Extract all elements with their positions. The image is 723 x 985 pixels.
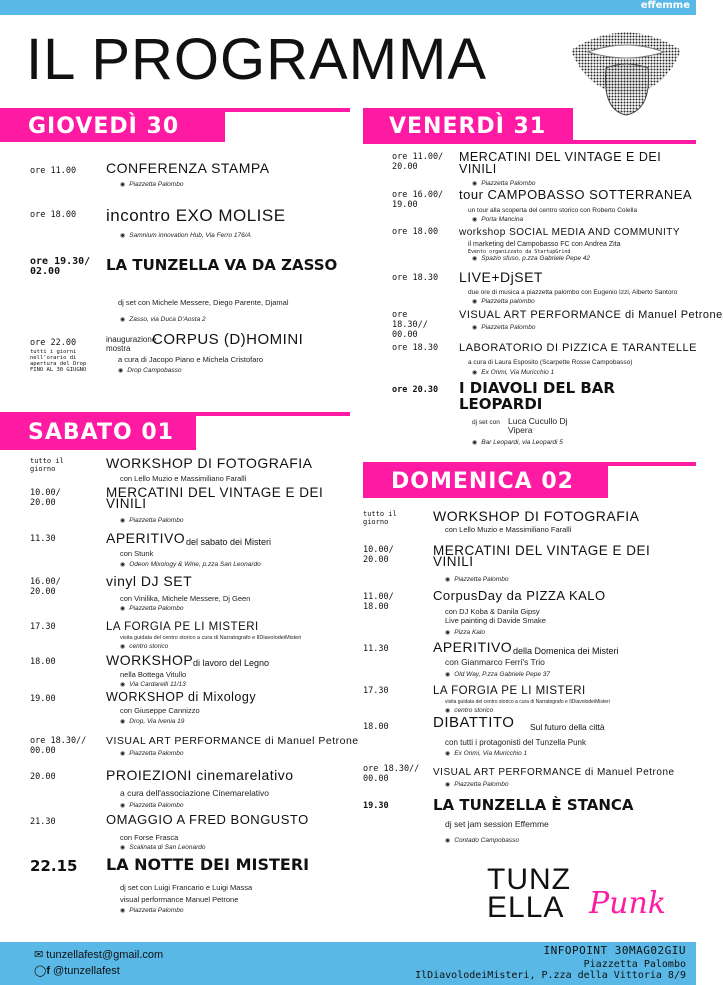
event-title: WORKSHOP (106, 652, 194, 668)
event-subtitle: visita guidata del centro storico a cura di Narratografo e IlDiavolodeiMisteri (445, 699, 610, 705)
event-subtitle: nella Bottega Vitullo (120, 670, 187, 679)
event-time: tutto il giorno (30, 457, 64, 473)
event-location: ◉ Piazzetta Palombo (445, 781, 508, 789)
event-title: LA NOTTE DEI MISTERI (106, 855, 310, 874)
event-location: ◉ Pizza Kalo (445, 629, 485, 637)
event-title: tour CAMPOBASSO SOTTERRANEA (459, 187, 693, 202)
event-location: ◉ Piazzetta Palombo (445, 576, 508, 584)
event-time: 20.00 (30, 772, 56, 782)
event-title: LABORATORIO DI PIZZICA E TARANTELLE (459, 342, 697, 354)
event-title: DIBATTITO (433, 714, 515, 731)
event-time: 11.00/ 18.00 (363, 592, 394, 612)
event-location: ◉ Piazzetta Palombo (472, 324, 535, 332)
footer-email[interactable] (34, 948, 163, 961)
event-location: ◉ Samnium innovation Hub, Via Ferro 176/A (120, 232, 251, 240)
event-time-note: tutti i giorni nell'orario di apertura del Drop FINO AL 30 GIUGNO (30, 349, 87, 373)
event-title: MERCATINI DEL VINTAGE E DEI VINILI (433, 543, 651, 569)
event-location: ◉ Via Cardarelli 11/13 (120, 681, 186, 689)
event-title: CORPUS (D)HOMINI (152, 331, 304, 348)
event-title: LIVE+DjSET (459, 269, 543, 285)
event-title: LA TUNZELLA VA DA ZASSO (106, 256, 338, 274)
event-title: VISUAL ART PERFORMANCE di Manuel Petrone (433, 767, 675, 778)
event-subtitle: a cura di Jacopo Piano e Michela Cristofaro (118, 355, 264, 364)
event-location: ◉ Piazzetta Palombo (120, 517, 183, 525)
day-header-friday: VENERDÌ 31 (363, 108, 573, 142)
instagram-icon: ◯ (34, 965, 47, 977)
email-text: tunzellafest@gmail.com (46, 949, 164, 961)
event-subtitle: a cura di Laura Esposito (Scarpette Rosse Campobasso) (468, 359, 633, 366)
event-djs: Luca Cucullo Dj Vipera (508, 416, 568, 435)
event-location: ◉ Bar Leopardi, via Leopardi 5 (472, 439, 563, 447)
event-subtitle: con Forse Frasca (120, 833, 179, 842)
event-title: CONFERENZA STAMPA (106, 160, 270, 176)
event-title: WORKSHOP di Mixology (106, 690, 257, 704)
event-time: 17.30 (30, 622, 56, 632)
event-subtitle: con tutti i protagonisti del Tunzella Punk (445, 738, 586, 747)
event-title: WORKSHOP DI FOTOGRAFIA (433, 508, 640, 524)
event-location: ◉ Piazzetta Palombo (120, 605, 183, 613)
event-location: ◉ Piazzetta Palombo (472, 180, 535, 188)
event-location: ◉ Ex Onmi, Via Muricchio 1 (445, 750, 527, 758)
event-title: VISUAL ART PERFORMANCE di Manuel Petrone (459, 309, 723, 321)
event-title: workshop SOCIAL MEDIA AND COMMUNITY (459, 227, 681, 238)
event-location: ◉ Contado Campobasso (445, 837, 519, 845)
event-location: ◉ centro storico (445, 707, 493, 715)
mouth-illustration (566, 20, 686, 120)
event-location: ◉ Porta Mancina (472, 216, 523, 224)
event-subtitle: dj set jam session Effemme (445, 819, 549, 829)
day-header-saturday: SABATO 01 (0, 412, 196, 450)
day-bar-thursday (0, 108, 350, 112)
event-title: PROIEZIONI cinemarelativo (106, 767, 294, 783)
event-time: ore 20.30 (392, 385, 439, 395)
event-subtitle: con Lello Muzio e Massimiliano Farallì (445, 525, 572, 534)
event-title: LA FORGIA PE LI MISTERI (106, 621, 259, 633)
event-location: ◉ Drop, Via Ivenia 19 (120, 718, 184, 726)
event-subtitle: con DJ Koba & Danila Gipsy (445, 607, 540, 616)
event-note: Evento organizzato da StartupGrind (468, 249, 571, 255)
event-title: APERITIVO (433, 639, 513, 655)
event-time: 22.15 (30, 857, 78, 875)
event-subtitle: dj set con (472, 419, 500, 426)
event-time: ore 18.00 (392, 227, 439, 237)
event-subtitle: dj set con Luigi Francario e Luigi Massa (120, 883, 253, 892)
tunzella-punk-logo (487, 863, 667, 924)
event-location: ◉ Odeon Mixology & Wine, p.zza San Leonardo (120, 561, 261, 569)
event-prefix: inaugurazione mostra (106, 335, 157, 353)
event-location: ◉ Zasso, via Duca D'Aosta 2 (120, 316, 206, 324)
infopoint-address-1: Piazzetta Palombo (583, 959, 686, 970)
mail-icon: ✉ (34, 949, 44, 961)
event-subtitle: a cura dell'associazione Cinemarelativo (120, 788, 270, 798)
event-time: 18.00 (363, 722, 389, 732)
event-title: incontro EXO MOLISE (106, 206, 286, 225)
event-time: ore 18.30// 00.00 (363, 764, 420, 784)
event-subtitle: il marketing del Campobasso FC con Andrea Zita (468, 241, 621, 248)
event-subtitle: due ore di musica a piazzetta palombo con Eugenio Izzi, Alberto Santoro (468, 289, 678, 296)
event-location: ◉ Piazzetta Palombo (120, 750, 183, 758)
event-title: WORKSHOP DI FOTOGRAFIA (106, 455, 313, 471)
event-title-suffix: della Domenica dei Misteri (513, 646, 619, 656)
event-title: APERITIVO (106, 530, 186, 546)
event-location: ◉ Ex Onmi, Via Muricchio 1 (472, 369, 554, 377)
event-time: 21.30 (30, 817, 56, 827)
logo-punk: Punk (589, 886, 667, 921)
footer-social[interactable] (34, 964, 120, 977)
event-time: 10.00/ 20.00 (363, 545, 394, 565)
event-subtitle: con Stunk (120, 549, 154, 558)
event-time: 19.00 (30, 694, 56, 704)
event-time: ore 18.30// 00.00 (30, 736, 87, 756)
event-time: ore 18.30// 00.00 (392, 310, 428, 340)
event-time: ore 11.00 (30, 166, 77, 176)
event-time: 10.00/ 20.00 (30, 488, 61, 508)
event-title: MERCATINI DEL VINTAGE E DEI VINILI (106, 485, 324, 511)
day-bar-sunday (363, 462, 696, 466)
event-location: ◉ Spazio sfuso, p.zza Gabriele Pepe 42 (472, 255, 590, 263)
event-location: ◉ Old Way, P.zza Gabriele Pepe 37 (445, 671, 550, 679)
event-subtitle: visita guidata del centro storico a cura di Narratografo e IlDiavolodeiMisteri (120, 635, 302, 641)
event-note: Live painting di Davide Smake (445, 616, 546, 625)
event-title: I DIAVOLI DEL BAR LEOPARDI (459, 379, 615, 413)
event-subtitle: dj set con Michele Messere, Diego Parente, Djamal (118, 298, 289, 307)
facebook-icon: f (46, 965, 50, 977)
logo-line-1: TUNZ (487, 863, 571, 896)
event-title: OMAGGIO A FRED BONGUSTO (106, 812, 309, 827)
day-bar-saturday (0, 412, 350, 416)
event-time: 19.30 (363, 801, 389, 811)
event-time: 17.30 (363, 686, 389, 696)
social-handle: @tunzellafest (53, 965, 120, 977)
event-title-suffix: del sabato dei Misteri (186, 537, 272, 547)
event-location: ◉ Piazzetta palombo (472, 298, 535, 306)
logo-line-2: ELLA (487, 891, 565, 924)
brand-label: effemme (640, 0, 690, 11)
event-time: ore 18.30 (392, 343, 439, 353)
top-bar (0, 0, 696, 15)
event-time: ore 22.00 (30, 338, 77, 348)
event-title: CorpusDay da PIZZA KALO (433, 588, 606, 603)
event-time: ore 19.30/ 02.00 (30, 256, 91, 277)
event-title-suffix: Sul futuro della città (530, 722, 605, 732)
event-location: ◉ Piazzetta Palombo (120, 802, 183, 810)
event-time: 18.00 (30, 657, 56, 667)
infopoint-address-2: IlDiavolodeiMisteri, P.zza della Vittoria 8/9 (415, 970, 686, 981)
event-time: 16.00/ 20.00 (30, 577, 61, 597)
event-location: ◉ Drop Campobasso (118, 367, 181, 375)
event-location: ◉ Scalinata di San Leonardo (120, 844, 206, 852)
day-bar-friday (363, 140, 696, 144)
event-subtitle: con Lello Muzio e Massimiliano Farallì (120, 474, 247, 483)
event-title: LA FORGIA PE LI MISTERI (433, 685, 586, 697)
event-time: ore 11.00/ 20.00 (392, 152, 444, 172)
infopoint-label: INFOPOINT 30MAG02GIU (543, 944, 686, 957)
event-subtitle: un tour alla scoperta del centro storico con Roberto Colella (468, 207, 638, 214)
event-time: 11.30 (363, 644, 389, 654)
event-subtitle: con Gianmarco Ferri's Trio (445, 657, 545, 667)
event-title: LA TUNZELLA È STANCA (433, 796, 634, 814)
event-subtitle: con Vinilika, Michele Messere, Dj Geen (120, 594, 251, 603)
event-subtitle: con Giuseppe Cannizzo (120, 706, 200, 715)
day-header-thursday: GIOVEDÌ 30 (0, 108, 225, 142)
event-time: ore 16.00/ 19.00 (392, 190, 444, 210)
event-time: 11.30 (30, 534, 56, 544)
event-note: visual performance Manuel Petrone (120, 895, 239, 904)
event-title: vinyl DJ SET (106, 573, 193, 589)
day-header-sunday: DOMENICA 02 (363, 462, 608, 498)
event-location: ◉ Piazzetta Palombo (120, 181, 183, 189)
event-time: ore 18.00 (30, 210, 77, 220)
event-time: tutto il giorno (363, 510, 397, 526)
event-time: ore 18.30 (392, 273, 439, 283)
event-title-suffix: di lavoro del Legno (193, 658, 270, 668)
page-title: IL PROGRAMMA (26, 27, 488, 92)
event-title: MERCATINI DEL VINTAGE E DEI VINILI (459, 150, 662, 176)
event-location: ◉ centro storico (120, 643, 168, 651)
event-title: VISUAL ART PERFORMANCE di Manuel Petrone (106, 735, 359, 747)
event-location: ◉ Piazzetta Palombo (120, 907, 183, 915)
